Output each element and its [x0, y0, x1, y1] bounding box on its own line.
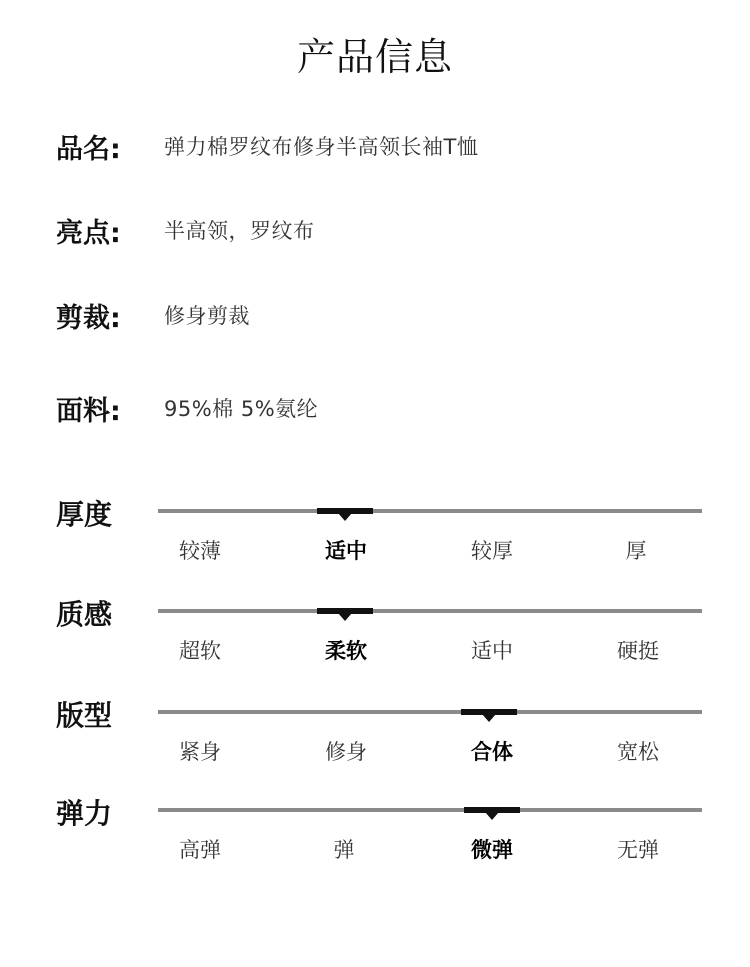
scale-marker — [317, 608, 373, 614]
scale-option: 硬挺 — [617, 639, 659, 663]
scale-option: 高弹 — [179, 838, 221, 862]
scale-option: 厚 — [625, 539, 647, 563]
scale-texture — [0, 598, 750, 699]
scale-option: 弹 — [333, 838, 355, 862]
scale-track — [158, 509, 702, 513]
scale-label: 质感 — [56, 598, 113, 631]
scale-option: 无弹 — [617, 838, 659, 862]
scale-option-selected: 合体 — [471, 740, 513, 764]
scale-option: 适中 — [471, 639, 513, 663]
scale-track — [158, 710, 702, 714]
scale-elasticity — [0, 797, 750, 898]
info-row-name — [56, 126, 478, 166]
scale-option: 较厚 — [471, 539, 513, 563]
scale-option: 修身 — [325, 740, 367, 764]
info-label: 亮点: — [56, 217, 121, 249]
scale-marker — [317, 508, 373, 514]
info-value: 修身剪裁 — [164, 304, 250, 328]
info-value: 半高领，罗纹布 — [164, 219, 315, 243]
scale-option: 宽松 — [617, 740, 659, 764]
info-row-fabric — [56, 388, 318, 428]
scale-label: 弹力 — [56, 797, 113, 830]
scale-label: 厚度 — [56, 498, 113, 531]
scale-fit — [0, 699, 750, 800]
scale-track — [158, 808, 702, 812]
scale-track — [158, 609, 702, 613]
scale-marker — [464, 807, 520, 813]
info-label: 品名: — [56, 133, 121, 165]
scale-option: 紧身 — [179, 740, 221, 764]
info-row-highlight — [56, 210, 315, 250]
scale-label: 版型 — [56, 699, 113, 732]
info-row-cut — [56, 295, 250, 335]
scale-marker — [461, 709, 517, 715]
scale-option-selected: 微弹 — [471, 838, 513, 862]
scale-thickness — [0, 498, 750, 599]
info-value: 95%棉 5%氨纶 — [164, 397, 319, 421]
info-label: 面料: — [56, 395, 121, 427]
scale-option: 超软 — [179, 639, 221, 663]
page-title: 产品信息 — [296, 35, 453, 79]
scale-option-selected: 柔软 — [325, 639, 367, 663]
info-label: 剪裁: — [56, 302, 121, 334]
scale-option: 较薄 — [179, 539, 221, 563]
info-value: 弹力棉罗纹布修身半高领长袖T恤 — [164, 135, 479, 159]
scale-option-selected: 适中 — [325, 539, 367, 563]
